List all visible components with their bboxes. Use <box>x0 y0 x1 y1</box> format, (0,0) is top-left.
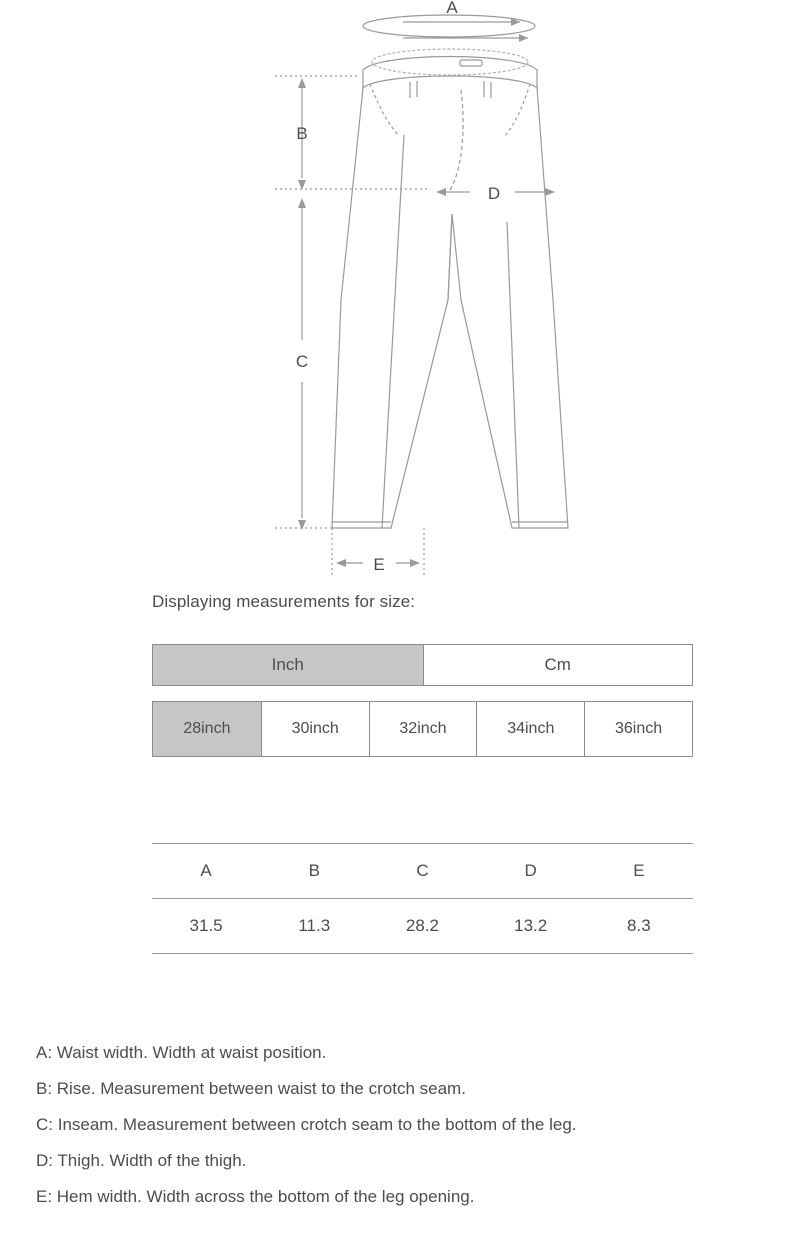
size-option-30[interactable]: 30inch <box>261 702 369 756</box>
table-header-b: B <box>308 861 320 880</box>
table-cell-d: 13.2 <box>514 916 548 935</box>
size-option-36[interactable]: 36inch <box>584 702 692 756</box>
unit-toggle[interactable] <box>152 644 693 686</box>
measurements-table <box>152 843 693 954</box>
diagram-label-b: B <box>296 124 308 143</box>
table-cell-e: 8.3 <box>627 916 651 935</box>
table-cell-c: 28.2 <box>405 916 440 935</box>
table-header-d: D <box>524 861 537 880</box>
table-header-c: C <box>416 861 429 880</box>
diagram-label-d: D <box>487 184 501 203</box>
trousers-measurement-diagram <box>0 0 804 585</box>
diagram-label-e: E <box>373 555 385 574</box>
size-selector[interactable] <box>152 701 693 757</box>
size-option-34[interactable]: 34inch <box>476 702 584 756</box>
legend-item-e: E: Hem width. Width across the bottom of the leg opening. <box>36 1187 475 1206</box>
table-cell-a: 31.5 <box>189 916 223 935</box>
unit-option-inch[interactable]: Inch <box>153 645 423 685</box>
size-option-28[interactable]: 28inch <box>153 702 261 756</box>
table-cell-b: 11.3 <box>298 916 331 935</box>
table-row <box>152 899 693 954</box>
measurement-legend <box>36 1035 776 1215</box>
legend-item-d: D: Thigh. Width of the thigh. <box>36 1151 247 1170</box>
size-caption: Displaying measurements for size: <box>152 592 416 611</box>
table-header-a: A <box>200 861 212 880</box>
legend-item-c: C: Inseam. Measurement between crotch seam to the bottom of the leg. <box>36 1115 577 1134</box>
legend-item-a: A: Waist width. Width at waist position. <box>36 1043 327 1062</box>
legend-item-b: B: Rise. Measurement between waist to the crotch seam. <box>36 1079 466 1098</box>
diagram-label-a: A <box>446 0 458 17</box>
table-header-e: E <box>633 861 645 880</box>
diagram-label-c: C <box>295 352 309 371</box>
size-option-32[interactable]: 32inch <box>369 702 477 756</box>
table-header-row <box>152 844 693 899</box>
unit-option-cm[interactable]: Cm <box>423 645 693 685</box>
